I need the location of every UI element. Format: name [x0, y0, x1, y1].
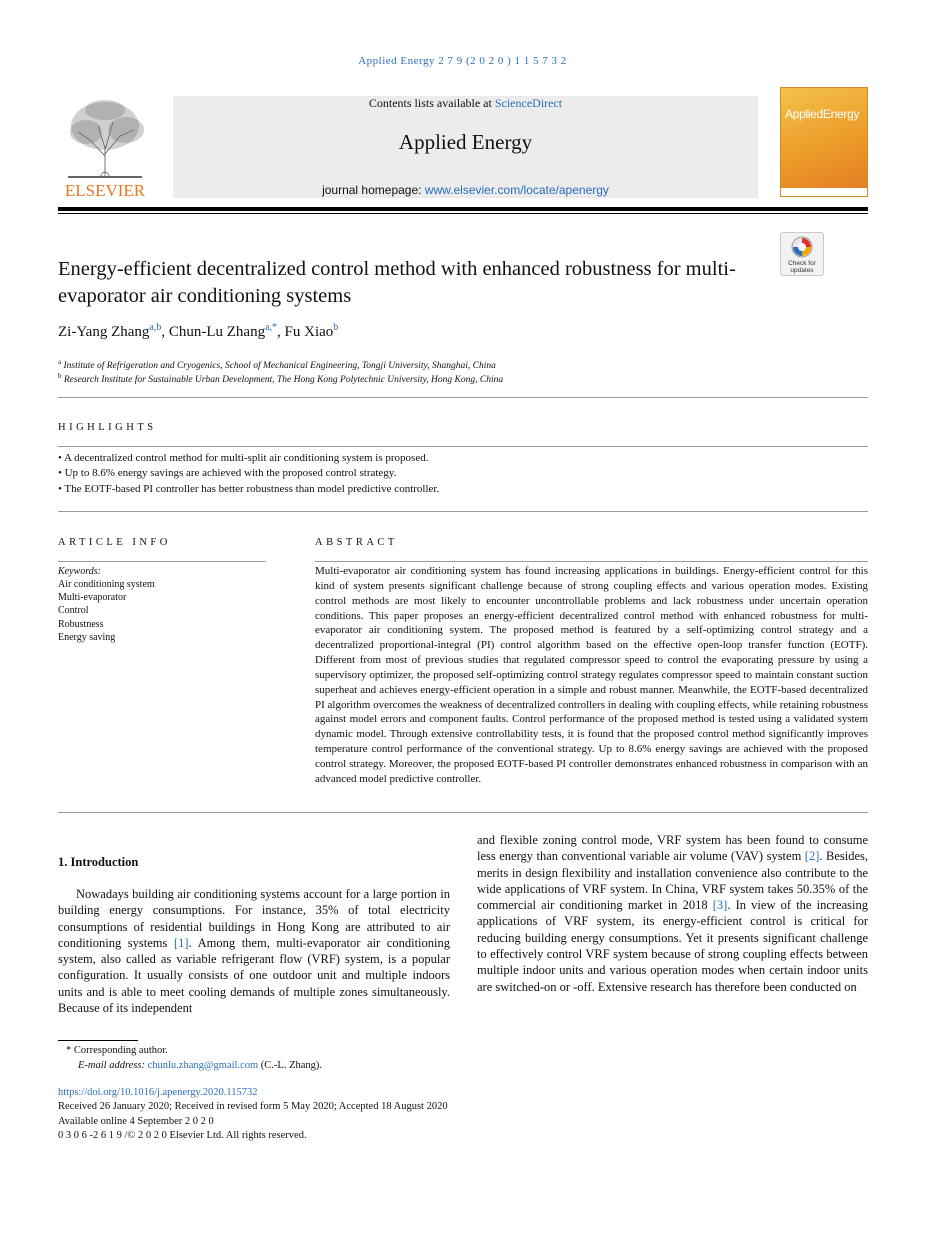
affiliation-a [58, 358, 496, 371]
sciencedirect-link[interactable]: ScienceDirect [494, 96, 563, 110]
affiliation-text: Institute of Refrigeration and Cryogenics, School of Mechanical Engineering, Tongji University, Shanghai, China [63, 361, 496, 372]
contents-line [173, 96, 758, 111]
highlight-item: • The EOTF-based PI controller has better robustness than model predictive controller. [58, 483, 440, 495]
check-updates-label [781, 260, 823, 274]
corresponding-author-note: * Corresponding author. [66, 1045, 168, 1056]
check-updates-line2: updates [790, 267, 814, 274]
received-dates: Received 26 January 2020; Received in revised form 5 May 2020; Accepted 18 August 2020 [58, 1101, 448, 1112]
author-name[interactable]: Chun-Lu Zhang [168, 324, 266, 340]
keyword[interactable]: Robustness [58, 619, 104, 630]
article-title: Energy-efficient decentralized control method with enhanced robustness for multi-evaporator air conditioning systems [58, 258, 736, 307]
divider [58, 397, 868, 398]
journal-cover[interactable] [780, 87, 868, 197]
author-affiliation-mark[interactable]: a,b [149, 322, 162, 333]
copyright: 0 3 0 6 -2 6 1 9 /© 2 0 2 0 Elsevier Ltd. All rights reserved. [58, 1130, 307, 1141]
doi-link[interactable]: https://doi.org/10.1016/j.apenergy.2020.115732 [58, 1087, 258, 1098]
email-suffix: (C.-L. Zhang). [258, 1060, 323, 1071]
keyword[interactable]: Control [58, 605, 89, 616]
elsevier-logo [58, 96, 152, 200]
intro-paragraph [477, 832, 868, 995]
check-for-updates-button[interactable] [780, 232, 824, 276]
divider [315, 561, 868, 562]
email-note [78, 1060, 322, 1071]
affiliation-mark: a [58, 358, 62, 366]
intro-left-column [58, 886, 450, 1016]
homepage-link[interactable]: www.elsevier.com/locate/apenergy [424, 183, 609, 197]
cover-title: AppliedEnergy [785, 107, 860, 121]
header-rule-thin [58, 213, 868, 214]
intro-text: . In view of the increasing applications of VRF system, its energy-efficient control is critical for reducing building energy consumptions. Yet it presents significant challenge to effectively control VRF system because of strong coupling effects between multiple indoor units and various operation modes when certain indoor units are switched-on or -off. Extensive research has therefore been conducted on [477, 898, 868, 994]
footnote-rule [58, 1040, 138, 1041]
highlight-item: • A decentralized control method for multi-split air conditioning system is proposed. [58, 452, 429, 464]
header-rule-thick [58, 207, 868, 211]
abstract-text: Multi-evaporator air conditioning system has found increasing applications in buildings. Energy-efficient control for this kind of system presents significant challenge because of strong coupling effects and various operation modes. Existing control methods are most likely to encounter uncontrollable problems and lack robustness under uncertain operation conditions. This paper proposes an energy-efficient decentralized control method with enhanced robustness for multi-evaporator air conditioning system. The proposed method is featured by a self-optimizing control strategy and a decentralized proportional-integral (PI) control algorithm based on the effective open-loop transfer function (EOTF). Different from most of previous studies that regulated compressor speed to control the evaporating pressure by using a supervisory optimizer, the proposed self-optimizing control strategy regulates compressor speed to maintain constant suction superheat and achieves energy-efficient operation in a simple and robust manner. Meanwhile, the EOTF-based decentralized PI algorithm overcomes the weakness of decentralized controllers in dealing with coupling effects, while retaining robustness against model errors and component faults. Control performance of the proposed method is tested using a validated system dynamic model. Through extensive controllability tests, it is found that the proposed control method significantly improves temperature control performance of the conventional strategy. Up to 8.6% energy savings are achieved with the proposed control strategy. Moreover, the proposed EOTF-based PI controller demonstrates enhanced robustness in comparison with an advanced model predictive controller. [315, 565, 868, 785]
elsevier-tree-icon [58, 96, 152, 200]
intro-text: . Besides, merits in design flexibility and installation convenience also contribute to the wide applications of VRF system. In China, VRF system takes 50.35% of the commercial air conditioning market in 2018 [477, 849, 868, 913]
affiliation-b [58, 372, 503, 385]
check-updates-line1: Check for [788, 260, 816, 267]
intro-text: . Among them, multi-evaporator air conditioning system, also called as variable refrigerant flow (VRF) system, is a popular configuration. It usually consists of one outdoor unit and multiple indoors units and is able to meet cooling demands of multiple zones simultaneously. Because of its independent [58, 935, 450, 1016]
journal-homepage [173, 183, 758, 197]
divider [58, 812, 868, 813]
abstract-heading: ABSTRACT [315, 537, 398, 548]
author-name[interactable]: Zi-Yang Zhang [58, 324, 150, 340]
intro-text: Nowadays building air conditioning systems account for a large portion in building energy consumptions. For instance, 35% of total electricity consumptions of residential buildings in Hong Kong are attributed to air conditioning systems [58, 887, 450, 950]
author-separator: , [277, 324, 285, 340]
author-affiliation-mark[interactable]: b [333, 322, 339, 333]
available-online: Available online 4 September 2 0 2 0 [58, 1116, 214, 1127]
author-list [58, 322, 338, 341]
intro-text: and flexible zoning control mode, VRF system has been found to consume less energy than conventional variable air volume (VAV) system [477, 833, 868, 864]
divider [58, 561, 266, 562]
cover-footer-bar [781, 188, 867, 196]
email-link[interactable]: chunlu.zhang@gmail.com [147, 1060, 259, 1071]
affiliation-text: Research Institute for Sustainable Urban Development, The Hong Kong Polytechnic University, Hong Kong, China [63, 375, 504, 386]
contents-prefix: Contents lists available at [368, 96, 495, 110]
homepage-prefix: journal homepage: [322, 183, 425, 197]
keyword[interactable]: Energy saving [58, 632, 116, 643]
divider [58, 511, 868, 512]
affiliation-mark: b [58, 372, 62, 380]
keywords-label: Keywords: [58, 566, 101, 577]
intro-right-column [477, 832, 868, 995]
author-affiliation-mark[interactable]: a,* [265, 322, 278, 333]
intro-paragraph [58, 886, 450, 1016]
divider [58, 446, 868, 447]
author-separator: , [161, 324, 169, 340]
keyword[interactable]: Multi-evaporator [58, 592, 127, 603]
citation-link[interactable]: [2] [804, 849, 820, 864]
highlight-item: • Up to 8.6% energy savings are achieved with the proposed control strategy. [58, 467, 397, 479]
running-header[interactable]: Applied Energy 2 7 9 (2 0 2 0 ) 1 1 5 7 3 2 [358, 55, 567, 67]
journal-name: Applied Energy [398, 130, 533, 154]
keyword[interactable]: Air conditioning system [58, 579, 155, 590]
highlights-heading: HIGHLIGHTS [58, 422, 157, 433]
citation-link[interactable]: [1] [173, 935, 189, 950]
introduction-heading: 1. Introduction [58, 855, 139, 869]
citation-link[interactable]: [3] [712, 898, 728, 913]
author-name[interactable]: Fu Xiao [284, 324, 334, 340]
check-updates-icon [790, 235, 814, 259]
article-info-heading: ARTICLE INFO [58, 537, 171, 548]
email-label: E-mail address: [78, 1060, 148, 1071]
elsevier-logo-text: ELSEVIER [64, 181, 146, 200]
